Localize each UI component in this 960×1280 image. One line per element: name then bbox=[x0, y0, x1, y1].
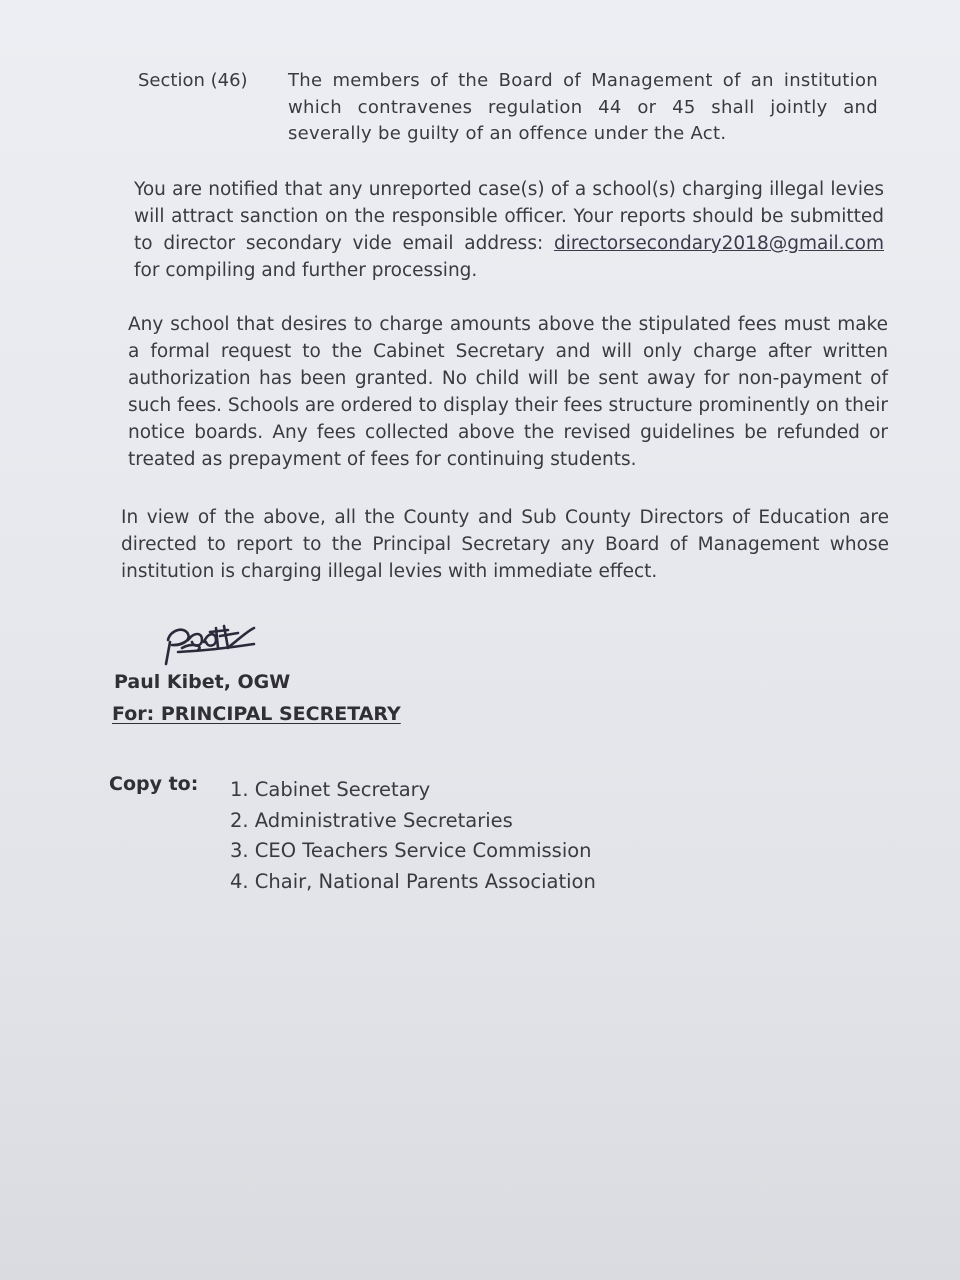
copy-to-item: 1. Cabinet Secretary bbox=[230, 778, 431, 801]
copy-to-item: 3. CEO Teachers Service Commission bbox=[230, 839, 592, 862]
notice-text-after-email: for compiling and further processing. bbox=[134, 260, 478, 281]
email-link[interactable]: directorsecondary2018@gmail.com bbox=[553, 233, 884, 254]
signatory-name: Paul Kibet, OGW bbox=[114, 671, 291, 693]
copy-to-item: 2. Administrative Secretaries bbox=[230, 808, 513, 832]
section-text: The members of the Board of Management of an institution which contravenes regulation 44 or 45 shall jointly and severally be guilty of an offence under the Act. bbox=[288, 70, 878, 144]
reporting-notice-paragraph bbox=[134, 176, 884, 284]
section-label: Section (46) bbox=[138, 70, 248, 91]
directive-paragraph: In view of the above, all the County and Sub County Directors of Education are directed to report to the Principal Secretary any Board of Management whose institution is charging illegal levies with immediate effect. bbox=[121, 507, 889, 582]
handwritten-signature bbox=[158, 618, 268, 670]
notice-text-before-email: You are notified that any unreported case(s) of a school(s) charging illegal levies will attract sanction on the responsible officer. Your reports should be submitted to director secondary vide email address: bbox=[134, 179, 884, 254]
copy-to-item: 4. Chair, National Parents Association bbox=[230, 869, 596, 893]
signatory-title: For: PRINCIPAL SECRETARY bbox=[112, 703, 401, 725]
fees-paragraph: Any school that desires to charge amounts above the stipulated fees must make a formal request to the Cabinet Secretary and will only charge after written authorization has been granted. No child will be sent away for non-payment of such fees. Schools are ordered to display their fees structure prominently on their notice boards. Any fees collected above the revised guidelines be refunded or treated as prepayment of fees for continuing students. bbox=[128, 314, 888, 470]
copy-to-list bbox=[230, 775, 596, 897]
copy-to-label: Copy to: bbox=[109, 773, 199, 795]
